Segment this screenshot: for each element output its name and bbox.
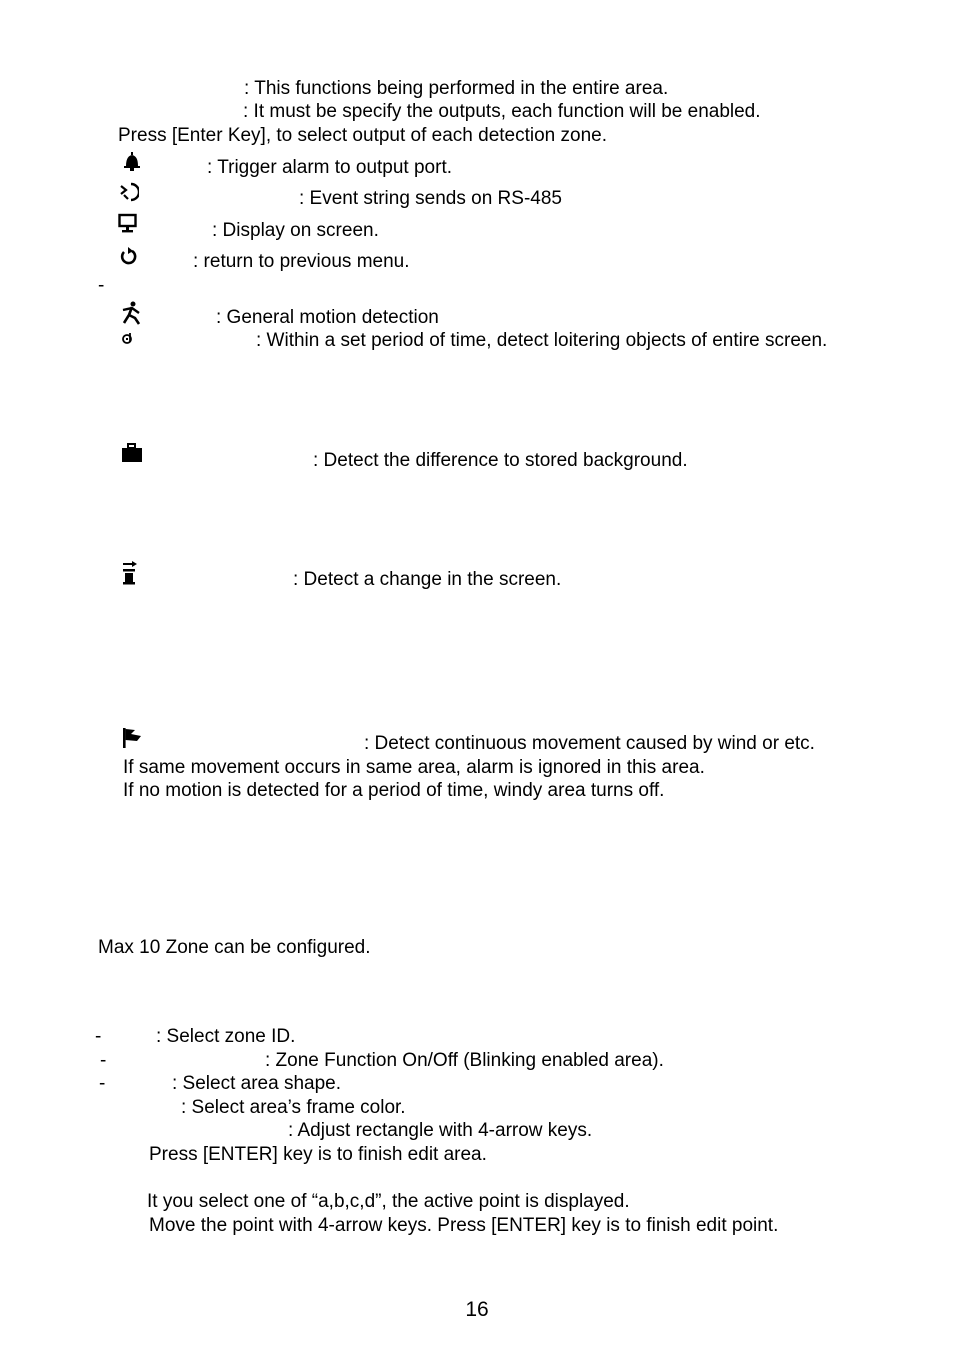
same-movement-text: If same movement occurs in same area, alarm is ignored in this area. (123, 757, 705, 778)
frame-color-text: : Select area’s frame color. (181, 1097, 406, 1118)
active-point-text: It you select one of “a,b,c,d”, the active point is displayed. (147, 1191, 630, 1212)
entire-area-text: : This functions being performed in the entire area. (244, 78, 669, 99)
adjust-rect-text: : Adjust rectangle with 4-arrow keys. (288, 1120, 593, 1141)
zone-function-text: : Zone Function On/Off (Blinking enabled area). (265, 1050, 664, 1071)
dash-marker: - (99, 1073, 106, 1094)
trigger-alarm-text: : Trigger alarm to output port. (207, 157, 453, 178)
running-person-icon (121, 301, 141, 323)
return-icon (119, 245, 139, 267)
press-enter-output-text: Press [Enter Key], to select output of each detection zone. (118, 125, 608, 146)
dash-marker: - (98, 275, 105, 296)
page-number: 16 (465, 1298, 489, 1321)
briefcase-icon (121, 442, 141, 464)
dash-marker: - (100, 1050, 107, 1071)
loiter-icon (121, 331, 141, 353)
wind-text: : Detect continuous movement caused by wind or etc. (364, 733, 815, 754)
max-zone-text: Max 10 Zone can be configured. (98, 937, 371, 958)
move-point-text: Move the point with 4-arrow keys. Press [ENTER] key is to finish edit point. (149, 1215, 779, 1236)
return-menu-text: : return to previous menu. (193, 251, 410, 272)
area-shape-text: : Select area shape. (172, 1073, 341, 1094)
flag-icon (121, 727, 141, 749)
specify-outputs-text: : It must be specify the outputs, each function will be enabled. (243, 101, 761, 122)
event-string-text: : Event string sends on RS-485 (299, 188, 562, 209)
loitering-text: : Within a set period of time, detect loitering objects of entire screen. (256, 330, 828, 351)
display-screen-text: : Display on screen. (212, 220, 379, 241)
dash-marker: - (95, 1026, 102, 1047)
select-zone-text: : Select zone ID. (156, 1026, 296, 1047)
bell-icon (122, 151, 142, 173)
monitor-icon (118, 213, 138, 235)
finish-edit-area-text: Press [ENTER] key is to finish edit area. (149, 1144, 487, 1165)
change-screen-text: : Detect a change in the screen. (293, 569, 562, 590)
no-motion-text: If no motion is detected for a period of time, windy area turns off. (123, 780, 665, 801)
rs485-icon (119, 181, 139, 203)
background-text: : Detect the difference to stored background. (313, 450, 688, 471)
scene-change-icon (121, 560, 141, 582)
general-motion-text: : General motion detection (216, 307, 439, 328)
